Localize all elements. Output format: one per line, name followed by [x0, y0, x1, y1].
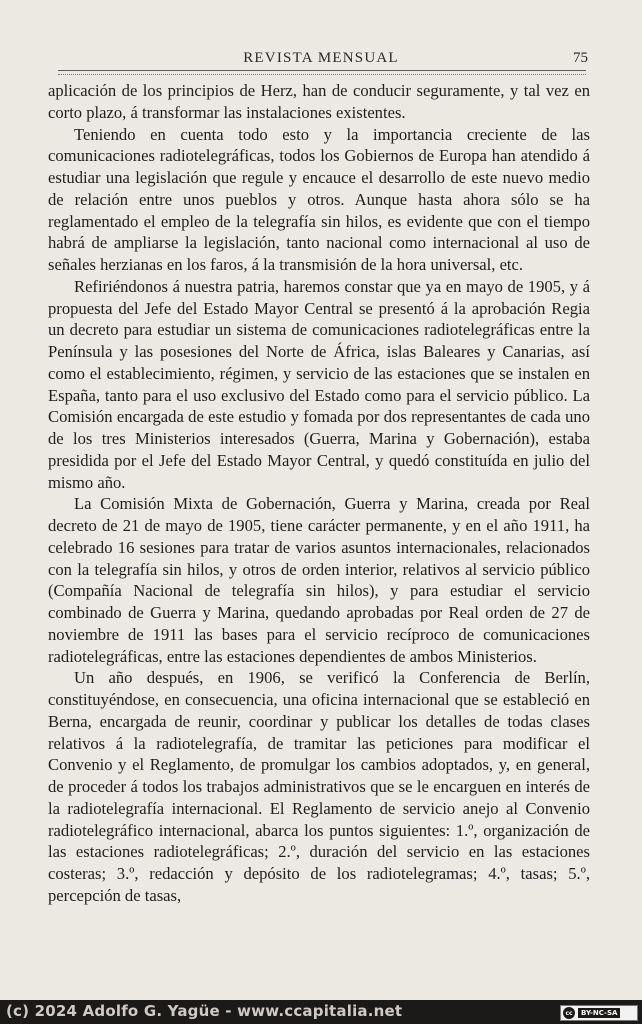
running-title: REVISTA MENSUAL: [243, 50, 399, 66]
copyright-credit: (c) 2024 Adolfo G. Yagüe - www.ccapitalia.net: [6, 1002, 403, 1020]
license-text: BY-NC-SA: [578, 1008, 620, 1018]
paragraph-5: Un año después, en 1906, se verificó la Conferencia de Berlín, constituyéndose, en consecuencia, una oficina internacional que se estableció en Berna, encargada de reunir, coordinar y publicar los detalles de todas clases relativos á la radiotelegrafía, de tramitar las peticiones para modificar el Convenio y el Reglamento, de promulgar los cambios adoptados, y, en general, de proceder á todos los trabajos administrativos que se le encarguen en interés de la radiotelegrafía internacional. El Reglamento de servicio anejo al Convenio radiotelegráfico internacional, abarca los puntos siguientes: 1.º, organización de las estaciones radiotelegráficas; 2.º, duración del servicio en las estaciones costeras; 3.º, redacción y depósito de los radiotelegramas; 4.º, tasas; 5.º, percepción de tasas,: [48, 668, 590, 905]
header-rule: [58, 70, 586, 75]
cc-icon: cc: [563, 1007, 575, 1019]
paragraph-3: Refiriéndonos á nuestra patria, haremos constar que ya en mayo de 1905, y á propuesta del Jefe del Estado Mayor Central se presentó á la aprobación Regia un decreto para estudiar un sistema de comunicaciones radiotelegráficas entre la Península y las posesiones del Norte de África, islas Baleares y Canarias, así como el establecimiento, régimen, y servicio de las estaciones que se instalen en España, tanto para el uso exclusivo del Estado como para el servicio público. La Comisión encargada de este estudio y fomada por dos representantes de cada uno de los tres Ministerios interesados (Guerra, Marina y Gobernación), estaba presidida por el Jefe del Estado Mayor Central, y quedó constituída en julio del mismo año.: [48, 276, 590, 492]
paragraph-2: Teniendo en cuenta todo esto y la importancia creciente de las comunicaciones radiotelegráficas, todos los Gobiernos de Europa han atendido á estudiar una legislación que regule y encauce el desarrollo de este nuevo medio de relación entre unos pueblos y otros. Aunque hasta ahora sólo se ha reglamentado el empleo de la telegrafía sin hilos, es evidente que con el tiempo habrá de ampliarse la legislación, tanto nacional como internacional al uso de señales herzianas en los faros, á la transmisión de la hora universal, etc.: [48, 124, 590, 274]
cc-license-badge: [560, 1005, 638, 1021]
paragraph-4: La Comisión Mixta de Gobernación, Guerra y Marina, creada por Real decreto de 21 de mayo de 1905, tiene carácter permanente, y en el año 1911, ha celebrado 16 sesiones para tratar de varios asuntos internacionales, relacionados con la telegrafía sin hilos, y otros de orden interior, relativos al servicio público (Compañía Nacional de telegrafía sin hilos), y para estudiar el servicio combinado de Guerra y Marina, quedando aprobadas por Real orden de 27 de noviembre de 1911 las bases para el servicio recíproco de comunicaciones radiotelegráficas, entre las estaciones dependientes de ambos Ministerios.: [48, 494, 590, 666]
page-number: 75: [573, 50, 588, 66]
paragraph-1: aplicación de los principios de Herz, han de conducir seguramente, y tal vez en corto plazo, á transformar las instalaciones existentes.: [48, 81, 590, 122]
running-head: [48, 48, 594, 70]
copyright-footer: [0, 1000, 642, 1024]
article-body: [48, 80, 590, 907]
